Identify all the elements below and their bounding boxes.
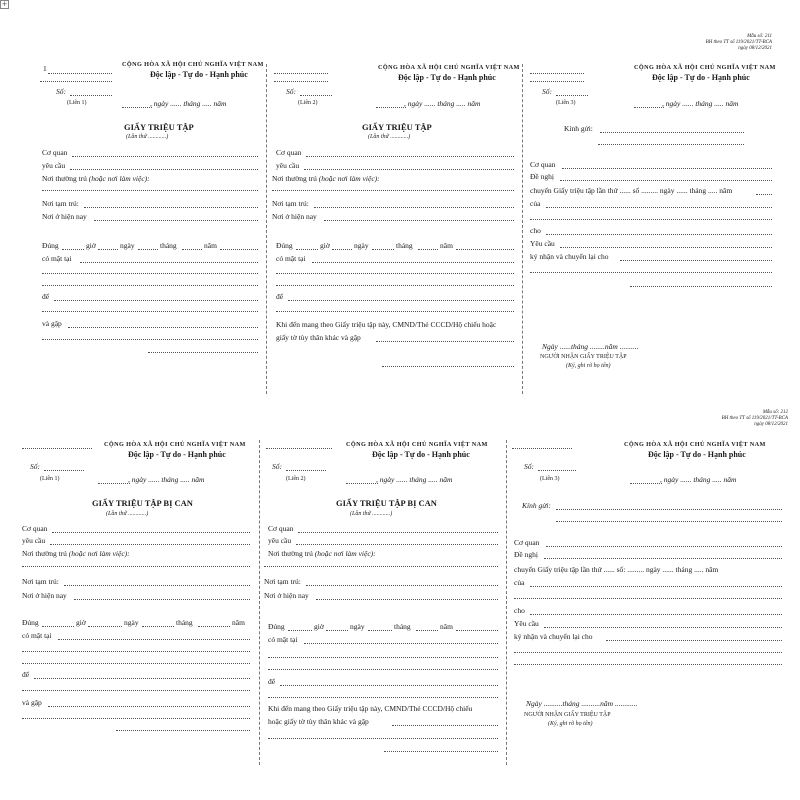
input-line[interactable]	[530, 219, 772, 220]
ky-nhan-label: ký nhận và chuyển lại cho	[530, 252, 609, 261]
input-line[interactable]	[560, 180, 772, 181]
date-line: , ngày ...... tháng ..... năm	[662, 99, 739, 108]
input-line[interactable]	[546, 546, 782, 547]
form-subtitle: (Lần thứ ............)	[106, 511, 149, 517]
input-line[interactable]	[306, 156, 514, 157]
co-mat-tai-label: có mặt tại	[276, 254, 306, 263]
input-line[interactable]	[456, 630, 498, 631]
form-subtitle: (Lần thứ ............)	[126, 134, 169, 140]
input-line[interactable]	[268, 697, 498, 698]
input-line[interactable]	[560, 247, 772, 248]
input-line[interactable]	[22, 690, 250, 691]
input-line[interactable]	[276, 311, 514, 312]
so-line	[70, 95, 112, 96]
input-line[interactable]	[598, 144, 744, 145]
gio-label: giờ	[86, 241, 96, 250]
de-nghi-label: Đề nghị	[514, 550, 538, 559]
noi-thuong-tru-label	[22, 549, 130, 558]
input-line[interactable]	[84, 207, 258, 208]
so-line	[538, 470, 576, 471]
org-line	[530, 73, 584, 74]
sign-date: Ngày ......tháng ........năm ..........	[542, 342, 639, 351]
input-line[interactable]	[88, 626, 122, 627]
thang-label: tháng	[396, 241, 413, 250]
place-line	[376, 107, 406, 108]
org-line	[512, 448, 572, 449]
motto: Độc lập - Tự do - Hạnh phúc	[648, 450, 746, 459]
cho-label: cho	[514, 606, 525, 615]
cut-line	[506, 440, 507, 765]
form-date: ngày 08/12/2021	[754, 422, 788, 427]
so-line	[44, 470, 84, 471]
ngay-label: ngày	[350, 622, 365, 631]
yeu-cau-label: yêu cầu	[42, 161, 66, 170]
form-number	[706, 34, 772, 52]
input-line[interactable]	[22, 566, 250, 567]
sign-date: Ngày ..........tháng ..........năm ............	[526, 699, 638, 708]
input-line[interactable]	[332, 249, 352, 250]
input-line[interactable]	[316, 599, 498, 600]
ngay-label: ngày	[124, 618, 139, 627]
input-line[interactable]	[314, 207, 514, 208]
place-line	[98, 483, 130, 484]
noi-tam-tru-label: Nơi tạm trú:	[272, 199, 309, 208]
noi-thuong-tru-label	[268, 549, 376, 558]
form-reference: BH theo TT số 119/2021/TT-BCA	[721, 416, 788, 421]
input-line[interactable]	[514, 598, 782, 599]
gio-label: giờ	[76, 618, 86, 627]
signature-line[interactable]	[384, 751, 498, 752]
so-label: Số:	[272, 462, 282, 471]
input-line[interactable]	[418, 249, 438, 250]
so-label: Số:	[524, 462, 534, 471]
noi-o-label: Nơi ở hiện nay	[264, 591, 309, 600]
input-line[interactable]	[80, 262, 258, 263]
input-line[interactable]	[756, 194, 772, 195]
ngay-label: ngày	[354, 241, 369, 250]
lien-label: (Liên 3)	[556, 100, 576, 106]
input-line[interactable]	[64, 585, 250, 586]
national-header: CỘNG HÒA XÃ HỘI CHỦ NGHĨA VIỆT NAM	[346, 441, 488, 448]
input-line[interactable]	[416, 630, 438, 631]
input-line[interactable]	[22, 651, 250, 652]
cut-line	[522, 64, 523, 394]
va-gap-label: và gặp	[22, 698, 42, 707]
label-text: Nơi thường trú	[42, 174, 87, 183]
input-line[interactable]	[42, 273, 258, 274]
input-line[interactable]	[48, 706, 250, 707]
form-subtitle: (Lần thứ ............)	[350, 511, 393, 517]
so-label: Số:	[56, 87, 66, 96]
signature-line[interactable]	[148, 352, 258, 353]
co-quan-label: Cơ quan	[514, 538, 540, 547]
chuyen-text: chuyển Giấy triệu tập lần thứ ...... số ......... ngày ...... tháng ..... năm	[530, 186, 733, 195]
lien-label: (Liên 2)	[286, 476, 306, 482]
de-label: để	[276, 292, 284, 301]
place-line	[634, 107, 664, 108]
noi-tam-tru-label: Nơi tạm trú:	[42, 199, 79, 208]
gio-label: giờ	[320, 241, 330, 250]
label-text: Nơi thường trú	[272, 174, 317, 183]
input-line[interactable]	[376, 341, 514, 342]
ngay-label: ngày	[120, 241, 135, 250]
input-line[interactable]	[276, 273, 514, 274]
place-line	[630, 483, 662, 484]
yeu-cau-label: yêu cầu	[276, 161, 300, 170]
motto: Độc lập - Tự do - Hạnh phúc	[398, 73, 496, 82]
input-line[interactable]	[456, 249, 514, 250]
date-line: , ngày ...... tháng ..... năm	[660, 475, 737, 484]
form-reference: BH theo TT số 119/2021/TT-BCA	[705, 40, 772, 45]
so-line	[556, 95, 588, 96]
noi-tam-tru-label: Nơi tạm trú:	[22, 577, 59, 586]
mang-theo-text: Khi đến mang theo Giấy triệu tập này, CMND/Thẻ CCCD/Hộ chiếu hoặc	[276, 320, 497, 329]
co-quan-label: Cơ quan	[276, 148, 302, 157]
input-line[interactable]	[606, 640, 782, 641]
yeu-cau-label: yêu cầu	[22, 536, 46, 545]
nam-label: năm	[440, 241, 453, 250]
cut-line	[266, 64, 267, 394]
co-quan-label: Cơ quan	[42, 148, 68, 157]
input-line[interactable]	[326, 630, 348, 631]
input-line[interactable]	[58, 639, 250, 640]
input-line[interactable]	[368, 630, 392, 631]
cua-label: của	[530, 199, 541, 208]
place-line	[346, 483, 378, 484]
label-note: (hoặc nơi làm việc):	[318, 174, 380, 183]
yeu-cau-label: Yêu cầu	[514, 619, 539, 628]
national-header: CỘNG HÒA XÃ HỘI CHỦ NGHĨA VIỆT NAM	[634, 64, 776, 71]
signature-line[interactable]	[116, 730, 250, 731]
nam-label: năm	[440, 622, 453, 631]
va-gap-label: và gặp	[42, 319, 62, 328]
input-line[interactable]	[34, 678, 250, 679]
thang-label: tháng	[160, 241, 177, 250]
gio-label: giờ	[314, 622, 324, 631]
input-line[interactable]	[52, 532, 250, 533]
de-label: để	[42, 292, 50, 301]
label-note: (hoặc nơi làm việc):	[68, 549, 130, 558]
motto: Độc lập - Tự do - Hạnh phúc	[652, 73, 750, 82]
label-text: Nơi thường trú	[268, 549, 313, 558]
input-line[interactable]	[22, 663, 250, 664]
input-line[interactable]	[514, 664, 782, 665]
org-line	[530, 81, 584, 82]
input-line[interactable]	[280, 685, 498, 686]
input-line[interactable]	[42, 311, 258, 312]
noi-o-label: Nơi ở hiện nay	[42, 212, 87, 221]
national-header: CỘNG HÒA XÃ HỘI CHỦ NGHĨA VIỆT NAM	[104, 441, 246, 448]
co-quan-label: Cơ quan	[530, 160, 556, 169]
input-line[interactable]	[182, 249, 202, 250]
input-line[interactable]	[50, 544, 250, 545]
giay-to-text: giấy tờ tùy thân khác và gặp	[276, 333, 361, 342]
table-move-handle-icon[interactable]: +	[1, 0, 8, 8]
form-subtitle: (Lần thứ ............)	[368, 134, 411, 140]
input-line[interactable]	[74, 599, 250, 600]
input-line[interactable]	[42, 339, 258, 340]
yeu-cau-label: Yêu cầu	[530, 239, 555, 248]
noi-o-label: Nơi ở hiện nay	[22, 591, 67, 600]
input-line[interactable]	[530, 586, 782, 587]
national-header: CỘNG HÒA XÃ HỘI CHỦ NGHĨA VIỆT NAM	[378, 64, 520, 71]
input-line[interactable]	[42, 626, 74, 627]
input-line[interactable]	[544, 558, 782, 559]
form-date: ngày 08/12/2021	[738, 46, 772, 51]
noi-thuong-tru-label	[42, 174, 150, 183]
dung-label: Đúng	[276, 241, 293, 250]
input-line[interactable]	[68, 327, 258, 328]
input-line[interactable]	[94, 220, 258, 221]
ky-nhan-label: ký nhận và chuyển lại cho	[514, 632, 593, 641]
input-line[interactable]	[514, 652, 782, 653]
co-quan-label: Cơ quan	[22, 524, 48, 533]
so-label: Số:	[286, 87, 296, 96]
de-nghi-label: Đề nghị	[530, 172, 554, 181]
org-blank: 1	[43, 64, 47, 73]
national-header: CỘNG HÒA XÃ HỘI CHỦ NGHĨA VIỆT NAM	[122, 61, 264, 68]
input-line[interactable]	[530, 614, 782, 615]
input-line[interactable]	[54, 300, 258, 301]
national-header: CỘNG HÒA XÃ HỘI CHỦ NGHĨA VIỆT NAM	[624, 441, 766, 448]
place-line	[122, 107, 152, 108]
date-line: , ngày ...... tháng ..... năm	[128, 475, 205, 484]
kinh-gui-label: Kính gửi:	[564, 124, 593, 133]
input-line[interactable]	[620, 260, 772, 261]
input-line[interactable]	[72, 156, 258, 157]
co-mat-tai-label: có mặt tại	[42, 254, 72, 263]
label-text: Nơi thường trú	[22, 549, 67, 558]
so-label: Số:	[542, 87, 552, 96]
org-line	[274, 81, 328, 82]
input-line[interactable]	[276, 285, 514, 286]
form-number-text: Mẫu số: 212	[762, 410, 788, 415]
input-line[interactable]	[546, 207, 772, 208]
co-mat-tai-label: có mặt tại	[22, 631, 52, 640]
input-line[interactable]	[298, 532, 498, 533]
motto: Độc lập - Tự do - Hạnh phúc	[150, 70, 248, 79]
cut-line	[259, 440, 260, 765]
org-line	[40, 81, 112, 82]
input-line[interactable]	[556, 509, 782, 510]
date-line: , ngày ...... tháng ..... năm	[150, 99, 227, 108]
lien-label: (Liên 1)	[40, 476, 60, 482]
input-line[interactable]	[296, 544, 498, 545]
input-line[interactable]	[530, 272, 772, 273]
sign-note: (Ký, ghi rõ họ tên)	[566, 363, 611, 369]
form-title: GIẤY TRIỆU TẬP	[124, 122, 194, 132]
sign-note: (Ký, ghi rõ họ tên)	[548, 721, 593, 727]
mang-theo-text: Khi đến mang theo Giấy triệu tập này, CMND/Thẻ CCCD/Hộ chiếu	[268, 704, 473, 713]
org-line	[48, 73, 112, 74]
org-line	[22, 448, 92, 449]
date-line: , ngày ...... tháng ..... năm	[404, 99, 481, 108]
input-line[interactable]	[138, 249, 158, 250]
input-line[interactable]	[268, 738, 498, 739]
input-line[interactable]	[98, 249, 118, 250]
form-number	[722, 410, 788, 428]
date-line: , ngày ...... tháng ..... năm	[376, 475, 453, 484]
input-line[interactable]	[288, 630, 312, 631]
input-line[interactable]	[272, 190, 514, 191]
noi-tam-tru-label: Nơi tạm trú:	[264, 577, 301, 586]
form-title: GIẤY TRIỆU TẬP	[362, 122, 432, 132]
receiver-title: NGƯỜI NHẬN GIẤY TRIỆU TẬP	[524, 712, 611, 718]
so-line	[286, 470, 326, 471]
input-line[interactable]	[304, 169, 514, 170]
noi-thuong-tru-label	[272, 174, 380, 183]
lien-label: (Liên 1)	[67, 100, 87, 106]
input-line[interactable]	[324, 220, 514, 221]
input-line[interactable]	[22, 718, 250, 719]
so-line	[300, 95, 332, 96]
input-line[interactable]	[546, 234, 772, 235]
input-line[interactable]	[372, 249, 394, 250]
input-line[interactable]	[312, 262, 514, 263]
dung-label: Đúng	[268, 622, 285, 631]
input-line[interactable]	[42, 285, 258, 286]
input-line[interactable]	[562, 168, 772, 169]
de-label: để	[268, 677, 276, 686]
input-line[interactable]	[220, 249, 258, 250]
giay-to-text: hoặc giấy tờ tùy thân khác và gặp	[268, 717, 369, 726]
input-line[interactable]	[264, 566, 498, 567]
org-line	[274, 73, 328, 74]
input-line[interactable]	[392, 725, 498, 726]
input-line[interactable]	[544, 627, 782, 628]
label-note: (hoặc nơi làm việc):	[88, 174, 150, 183]
cho-label: cho	[530, 226, 541, 235]
input-line[interactable]	[306, 585, 498, 586]
co-mat-tai-label: có mặt tại	[268, 635, 298, 644]
thang-label: tháng	[176, 618, 193, 627]
org-line	[266, 448, 332, 449]
chuyen-text: chuyển Giấy triệu tập lần thứ ...... số: ......... ngày ...... tháng ..... năm	[514, 565, 719, 574]
de-label: để	[22, 670, 30, 679]
yeu-cau-label: yêu cầu	[268, 536, 292, 545]
dung-label: Đúng	[42, 241, 59, 250]
input-line[interactable]	[70, 169, 258, 170]
input-line[interactable]	[42, 190, 258, 191]
signature-line[interactable]	[382, 366, 514, 367]
kinh-gui-label: Kính gửi:	[522, 501, 551, 510]
motto: Độc lập - Tự do - Hạnh phúc	[128, 450, 226, 459]
noi-o-label: Nơi ở hiện nay	[272, 212, 317, 221]
input-line[interactable]	[288, 300, 514, 301]
motto: Độc lập - Tự do - Hạnh phúc	[372, 450, 470, 459]
input-line[interactable]	[142, 626, 174, 627]
input-line[interactable]	[62, 249, 84, 250]
form-number-text: Mẫu số: 211	[747, 34, 772, 39]
input-line[interactable]	[600, 132, 744, 133]
thang-label: tháng	[394, 622, 411, 631]
nam-label: năm	[204, 241, 217, 250]
input-line[interactable]	[198, 626, 230, 627]
so-label: Số:	[30, 462, 40, 471]
lien-label: (Liên 3)	[540, 476, 560, 482]
lien-label: (Liên 2)	[298, 100, 318, 106]
input-line[interactable]	[630, 286, 772, 287]
input-line[interactable]	[268, 669, 498, 670]
cua-label: của	[514, 578, 525, 587]
dung-label: Đúng	[22, 618, 39, 627]
form-title: GIẤY TRIỆU TẬP BỊ CAN	[336, 498, 437, 508]
input-line[interactable]	[304, 643, 498, 644]
co-quan-label: Cơ quan	[268, 524, 294, 533]
form-title: GIẤY TRIỆU TẬP BỊ CAN	[92, 498, 193, 508]
label-note: (hoặc nơi làm việc):	[314, 549, 376, 558]
input-line[interactable]	[268, 657, 498, 658]
input-line[interactable]	[556, 521, 782, 522]
nam-label: năm	[232, 618, 245, 627]
receiver-title: NGƯỜI NHẬN GIẤY TRIỆU TẬP	[540, 354, 627, 360]
input-line[interactable]	[296, 249, 318, 250]
